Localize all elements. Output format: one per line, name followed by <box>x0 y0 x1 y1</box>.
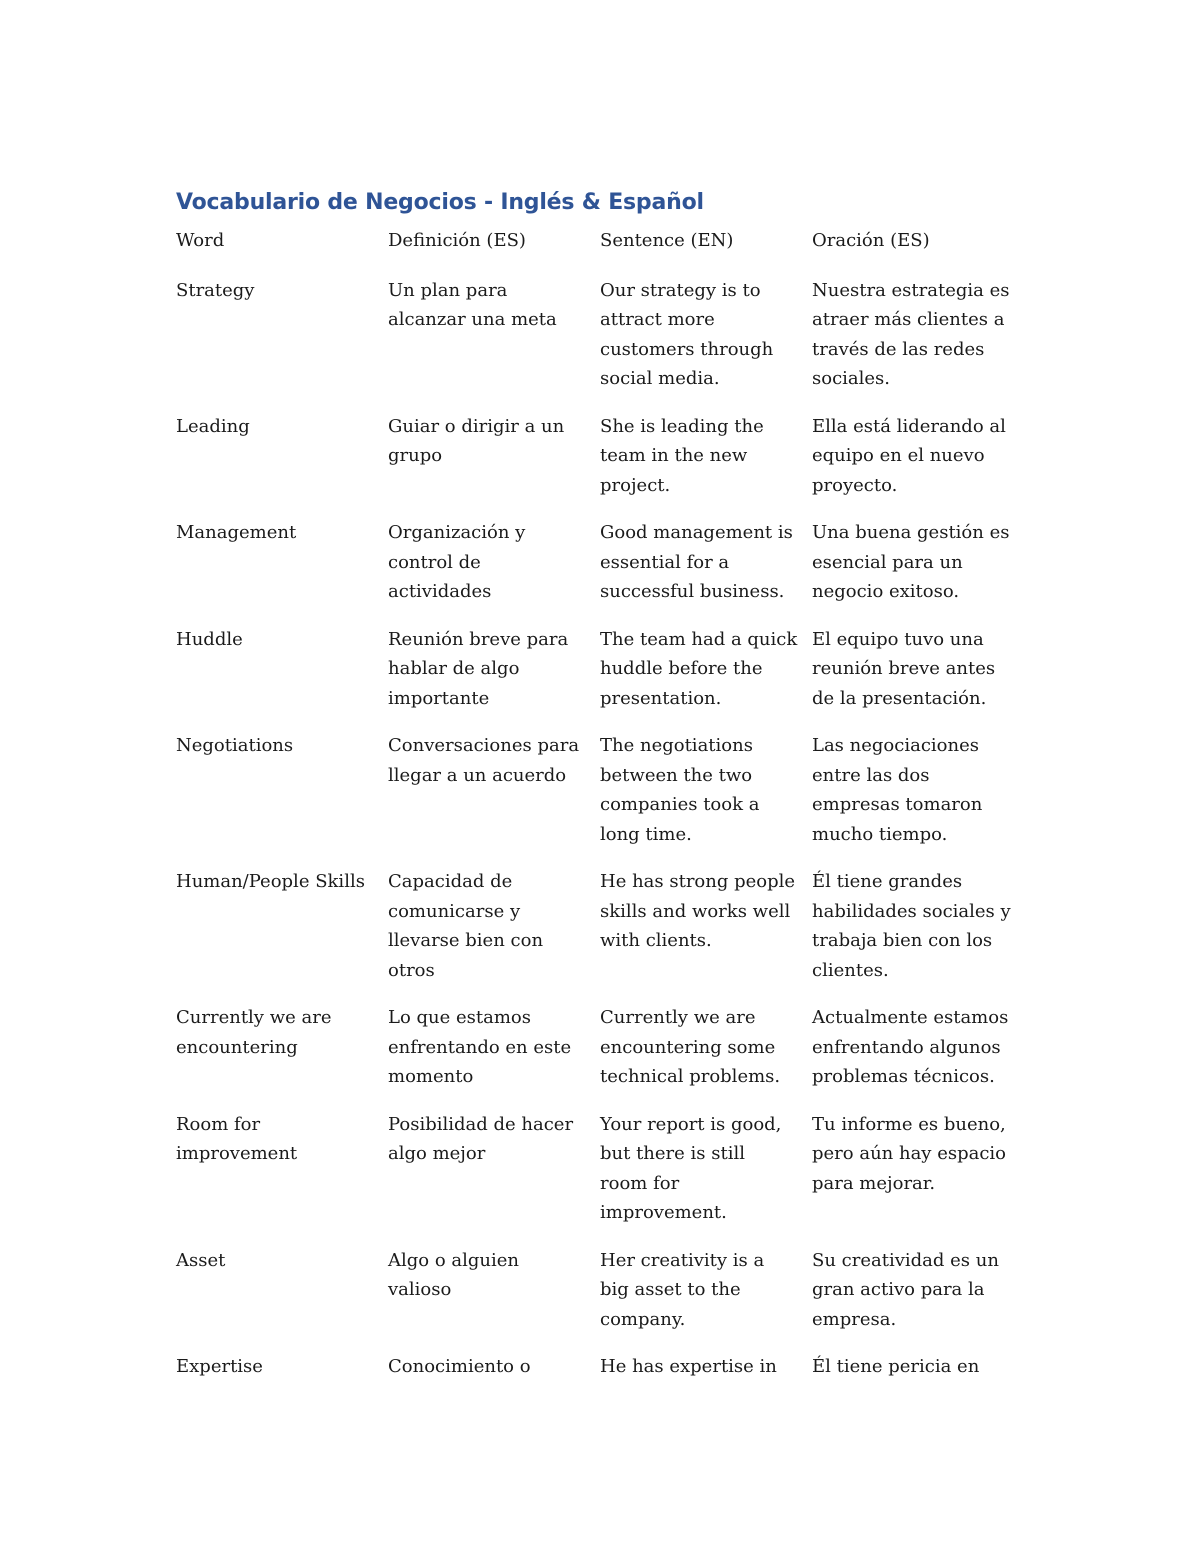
header-word: Word <box>176 230 225 251</box>
cell-definition-es: Posibilidad de hacer algo mejor <box>388 1113 574 1164</box>
cell-word: Leading <box>176 415 250 437</box>
cell-word: Expertise <box>176 1356 263 1377</box>
cell-sentence-es: Nuestra estrategia es atraer más clientes a través de las redes sociales. <box>812 279 1010 389</box>
cell-word: Asset <box>176 1249 226 1271</box>
table-row <box>176 412 1026 519</box>
cell-definition-es: Organización y control de actividades <box>388 522 526 602</box>
cell-definition-es: Conversaciones para llegar a un acuerdo <box>388 735 580 786</box>
cell-sentence-es: Una buena gestión es esencial para un negocio exitoso. <box>812 522 1010 602</box>
vocabulary-table <box>176 226 1026 1400</box>
cell-sentence-en: He has expertise in <box>600 1356 777 1377</box>
cell-word: Room for improvement <box>176 1113 298 1164</box>
table-row <box>176 867 1026 1003</box>
table-row <box>176 518 1026 625</box>
header-definition-es: Definición (ES) <box>388 230 526 251</box>
cell-definition-es: Un plan para alcanzar una meta <box>388 279 557 330</box>
cell-sentence-en: Currently we are encountering some technical problems. <box>600 1007 781 1087</box>
cell-definition-es: Reunión breve para hablar de algo importante <box>388 628 569 709</box>
table-row <box>176 276 1026 412</box>
cell-word: Huddle <box>176 628 243 650</box>
cell-sentence-en: He has strong people skills and works well with clients. <box>600 871 796 951</box>
cell-sentence-es: Su creatividad es un gran activo para la empresa. <box>812 1249 999 1330</box>
cell-definition-es: Algo o alguien valioso <box>388 1249 520 1300</box>
cell-sentence-en: Your report is good, but there is still room for improvement. <box>600 1113 782 1223</box>
cell-sentence-en: Good management is essential for a successful business. <box>600 522 793 602</box>
cell-word: Human/People Skills <box>176 871 365 892</box>
cell-word: Currently we are encountering <box>176 1007 332 1058</box>
cell-sentence-en: Her creativity is a big asset to the company. <box>600 1249 765 1330</box>
cell-definition-es: Lo que estamos enfrentando en este momento <box>388 1007 572 1087</box>
cell-word: Strategy <box>176 279 255 301</box>
table-row <box>176 731 1026 867</box>
cell-sentence-es: Las negociaciones entre las dos empresas tomaron mucho tiempo. <box>812 735 983 845</box>
cell-sentence-es: Ella está liderando al equipo en el nuevo proyecto. <box>812 415 1006 496</box>
cell-word: Negotiations <box>176 735 294 756</box>
cell-sentence-es: Él tiene grandes habilidades sociales y trabaja bien con los clientes. <box>812 871 1011 981</box>
header-sentence-es: Oración (ES) <box>812 230 930 251</box>
cell-definition-es: Conocimiento o <box>388 1356 531 1377</box>
header-sentence-en: Sentence (EN) <box>600 230 734 251</box>
cell-definition-es: Capacidad de comunicarse y llevarse bien con otros <box>388 871 544 981</box>
cell-sentence-en: The negotiations between the two companies took a long time. <box>600 735 760 845</box>
table-row <box>176 1352 1026 1400</box>
cell-sentence-es: Actualmente estamos enfrentando algunos problemas técnicos. <box>812 1007 1009 1087</box>
table-header-row <box>176 226 1026 276</box>
cell-sentence-es: El equipo tuvo una reunión breve antes de la presentación. <box>812 628 996 709</box>
cell-definition-es: Guiar o dirigir a un grupo <box>388 415 565 466</box>
cell-sentence-es: Tu informe es bueno, pero aún hay espacio para mejorar. <box>812 1113 1007 1194</box>
cell-sentence-en: She is leading the team in the new project. <box>600 415 764 496</box>
table-row <box>176 1110 1026 1246</box>
cell-sentence-es: Él tiene pericia en <box>812 1356 980 1377</box>
table-row <box>176 625 1026 732</box>
cell-sentence-en: Our strategy is to attract more customers through social media. <box>600 279 774 389</box>
document-title: Vocabulario de Negocios - Inglés & Español <box>176 190 704 215</box>
cell-sentence-en: The team had a quick huddle before the presentation. <box>600 628 798 709</box>
cell-word: Management <box>176 522 297 543</box>
table-row <box>176 1003 1026 1110</box>
table-row <box>176 1246 1026 1353</box>
